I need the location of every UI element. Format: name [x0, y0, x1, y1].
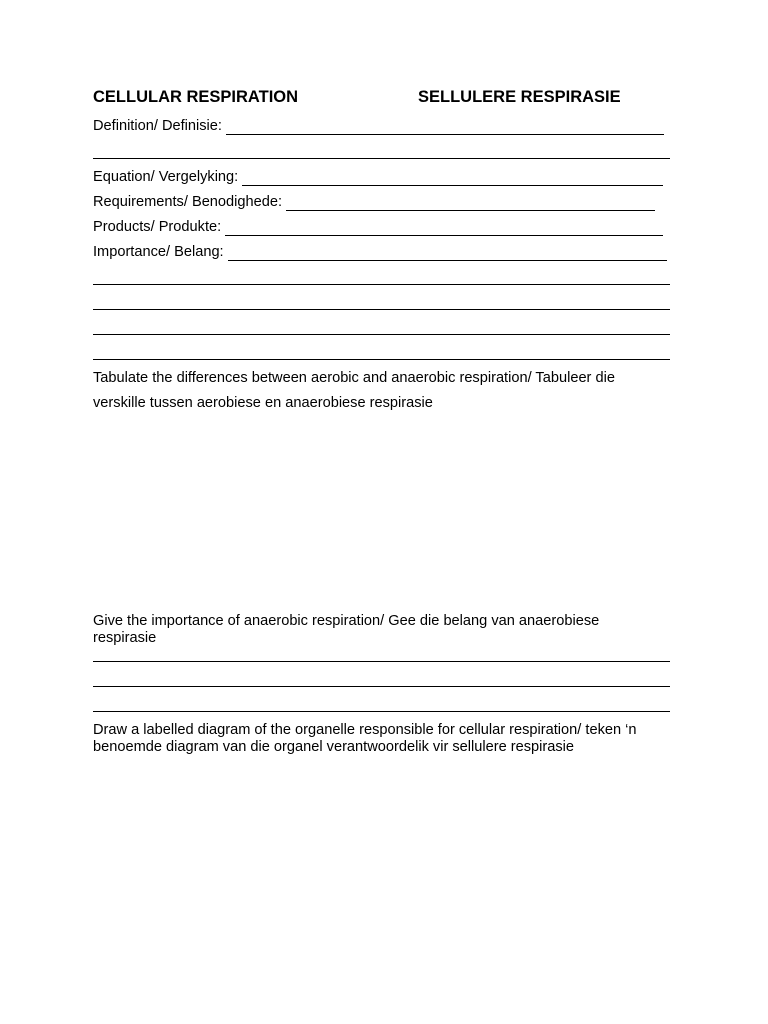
anaerobic-question-line-1: Give the importance of anaerobic respiration/ Gee die belang van anaerobiese [93, 613, 600, 629]
anaerobic-question-line-2: respirasie [93, 630, 157, 646]
importance-answer-line-2[interactable] [93, 284, 670, 285]
importance-answer-line-3[interactable] [93, 309, 670, 310]
definition-answer-line[interactable] [226, 120, 664, 135]
title-afrikaans: SELLULERE RESPIRASIE [418, 88, 621, 106]
title-english: CELLULAR RESPIRATION [93, 88, 299, 106]
diagram-question-line-2: benoemde diagram van die organel verantwoordelik vir sellulere respirasie [93, 739, 575, 755]
tabulate-question-line-1: Tabulate the differences between aerobic and anaerobic respiration/ Tabuleer die [93, 370, 615, 386]
requirements-field [93, 194, 655, 211]
importance-label: Importance/ Belang: [93, 244, 224, 260]
definition-label: Definition/ Definisie: [93, 118, 222, 134]
products-field [93, 219, 663, 236]
definition-answer-line-2[interactable] [93, 158, 670, 159]
equation-label: Equation/ Vergelyking: [93, 169, 239, 185]
products-label: Products/ Produkte: [93, 219, 222, 235]
definition-field [93, 118, 664, 135]
anaerobic-answer-line-1[interactable] [93, 661, 670, 662]
tabulate-question-line-2: verskille tussen aerobiese en anaerobiese respirasie [93, 395, 433, 411]
importance-field [93, 244, 667, 261]
products-answer-line[interactable] [225, 221, 663, 236]
equation-field [93, 169, 663, 186]
importance-answer-line[interactable] [228, 246, 667, 261]
anaerobic-answer-line-2[interactable] [93, 686, 670, 687]
equation-answer-line[interactable] [242, 171, 663, 186]
requirements-label: Requirements/ Benodighede: [93, 194, 283, 210]
anaerobic-answer-line-3[interactable] [93, 711, 670, 712]
importance-answer-line-5[interactable] [93, 359, 670, 360]
importance-answer-line-4[interactable] [93, 334, 670, 335]
diagram-question-line-1: Draw a labelled diagram of the organelle responsible for cellular respiration/ teken ‘n [93, 722, 637, 738]
requirements-answer-line[interactable] [286, 196, 655, 211]
